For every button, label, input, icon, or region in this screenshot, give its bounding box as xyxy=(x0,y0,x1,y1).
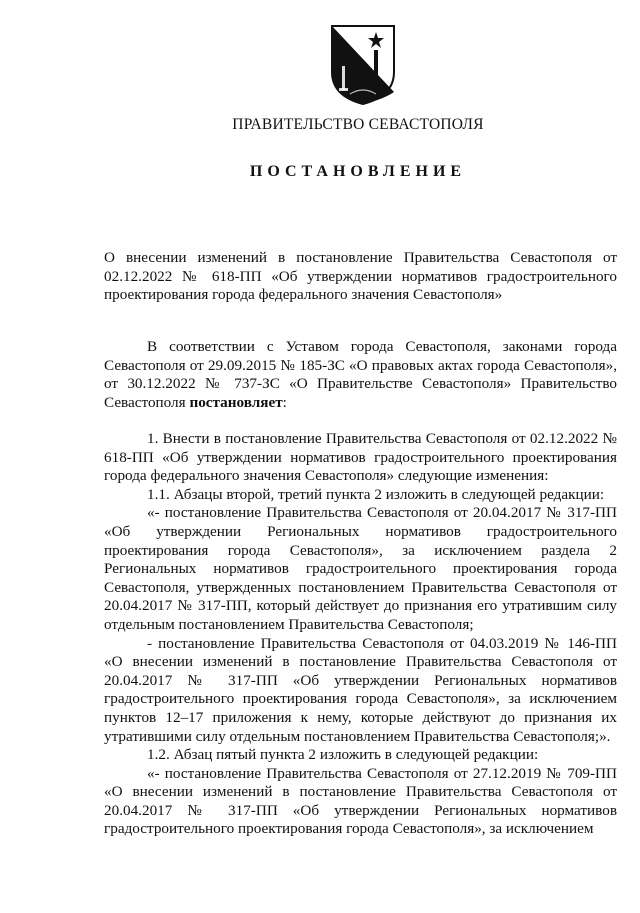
paragraph-1-1: 1.1. Абзацы второй, третий пункта 2 изложить в следующей редакции: xyxy=(147,485,605,503)
paragraph-quote-317: «- постановление Правительства Севастополя от 20.04.2017 № 317-ПП «Об утверждении Региональных нормативов градостроительного проектирования города Севастополя», за исключением раздела 2 Региональных нормативов градостроительного проектирования города Севастополя, утвержденных постановлением Правительства Севастополя от 20.04.2017 № 317-ПП, который действует до признания его утратившим силу отдельным постановлением Правительства Севастополя; xyxy=(104,504,617,633)
paragraph-1-2: 1.2. Абзац пятый пункта 2 изложить в следующей редакции: xyxy=(147,746,539,764)
sevastopol-coat-of-arms-emblem xyxy=(330,22,396,106)
preamble-colon: : xyxy=(282,393,287,411)
government-title: ПРАВИТЕЛЬСТВО СЕВАСТОПОЛЯ xyxy=(232,116,484,133)
decree-body xyxy=(104,430,617,839)
document-type-heading: ПОСТАНОВЛЕНИЕ xyxy=(249,163,467,180)
preamble-paragraph xyxy=(104,338,617,412)
preamble-text: В соответствии с Уставом города Севастополя, законами города Севастополя от 29.09.2015 № 185-ЗС «О правовых актах города Севастополя», от 30.12.2022 № 737-ЗС «О Правительстве Севастополя» Правительство Севастополя xyxy=(104,338,617,411)
paragraph-1: 1. Внести в постановление Правительства Севастополя от 02.12.2022 № 618-ПП «Об утверждении нормативов градостроительного проектирования города федерального значения Севастополя» следующие изменения: xyxy=(104,430,617,485)
paragraph-quote-709: «- постановление Правительства Севастополя от 27.12.2019 № 709-ПП «О внесении изменений в постановление Правительства Севастополя от 20.04.2017 № 317-ПП «Об утверждении Региональных нормативов градостроительного проектирования города Севастополя», за исключением xyxy=(104,764,617,838)
paragraph-quote-146: - постановление Правительства Севастополя от 04.03.2019 № 146-ПП «О внесении изменений в постановление Правительства Севастополя от 20.04.2017 № 317-ПП «Об утверждении Региональных нормативов градостроительного проектирования города Севастополя», за исключением пунктов 12–17 приложения к нему, которые действуют до признания их утратившими силу отдельным постановлением Правительства Севастополя;». xyxy=(104,634,617,745)
document-subject: О внесении изменений в постановление Правительства Севастополя от 02.12.2022 № 618-ПП «Об утверждении нормативов градостроительного проектирования города федерального значения Севастополя» xyxy=(104,249,617,304)
preamble-decree-word: постановляет xyxy=(189,393,283,411)
